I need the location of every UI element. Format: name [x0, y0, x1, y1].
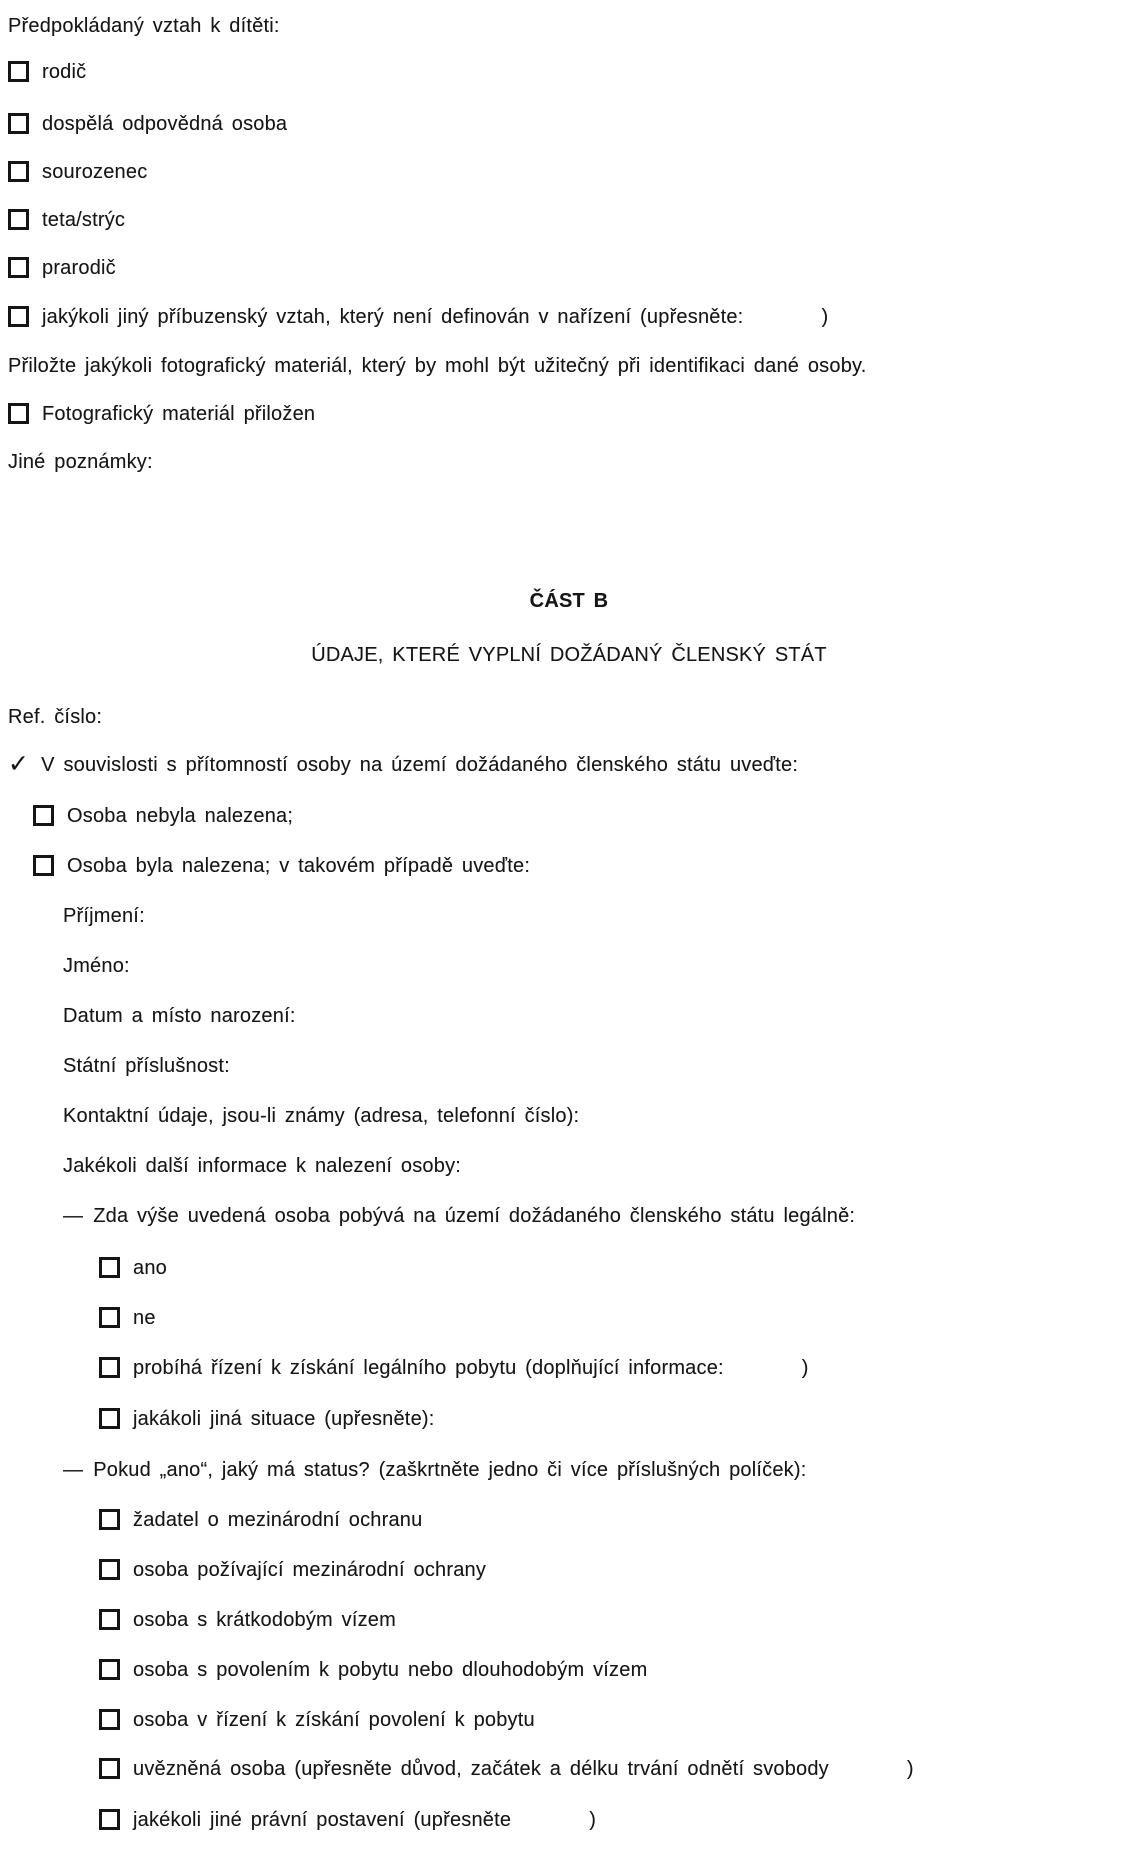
checkbox-label: rodič — [42, 61, 87, 83]
part-b-subheading — [0, 643, 1138, 667]
close-paren: ) — [821, 306, 829, 328]
dash-icon: — — [63, 1459, 84, 1481]
checkbox-label: sourozenec — [42, 161, 148, 183]
legal-no-row — [99, 1306, 156, 1330]
checkbox[interactable] — [8, 61, 29, 82]
status-question-label: Pokud „ano“, jaký má status? (zaškrtněte jedno či více příslušných políček): — [93, 1459, 807, 1481]
checkbox-label: probíhá řízení k získání legálního pobytu (doplňující informace: — [133, 1357, 724, 1379]
status-other-row — [99, 1808, 596, 1832]
close-paren: ) — [801, 1357, 809, 1379]
photo-attached-row — [8, 402, 315, 426]
relationship-prompt-label: Předpokládaný vztah k dítěti: — [8, 15, 280, 37]
legal-question-row — [63, 1204, 855, 1228]
checkbox-label: Osoba byla nalezena; v takovém případě uveďte: — [67, 855, 531, 877]
checkbox[interactable] — [99, 1659, 120, 1680]
close-paren: ) — [589, 1809, 597, 1831]
status-question-row — [63, 1458, 806, 1482]
checkbox[interactable] — [99, 1408, 120, 1429]
legal-procedure-row — [99, 1356, 809, 1380]
part-b-subheading-text: ÚDAJE, KTERÉ VYPLNÍ DOŽÁDANÝ ČLENSKÝ STÁT — [311, 644, 827, 666]
status-imprisoned-row — [99, 1757, 914, 1781]
photo-prompt-label: Přiložte jakýkoli fotografický materiál, který by mohl být užitečný při identifikaci dané osoby. — [8, 355, 867, 377]
field-label: Datum a místo narození: — [63, 1005, 296, 1027]
part-b-heading-text: ČÁST B — [529, 590, 609, 612]
checkbox-label: dospělá odpovědná osoba — [42, 113, 288, 135]
field-nationality — [63, 1054, 230, 1078]
checkbox[interactable] — [8, 209, 29, 230]
checkbox[interactable] — [99, 1709, 120, 1730]
legal-other-row — [99, 1407, 435, 1431]
status-short-visa-row — [99, 1608, 396, 1632]
checkbox[interactable] — [99, 1307, 120, 1328]
other-notes-label — [8, 450, 153, 474]
option-sourozenec-row — [8, 160, 147, 184]
field-other-info — [63, 1154, 461, 1178]
checkbox[interactable] — [33, 855, 54, 876]
presence-prompt-row — [8, 750, 799, 778]
field-label: Kontaktní údaje, jsou-li známy (adresa, telefonní číslo): — [63, 1105, 580, 1127]
relationship-prompt — [8, 14, 280, 38]
checkbox-label: jakékoli jiné právní postavení (upřesněte — [133, 1809, 512, 1831]
status-beneficiary-row — [99, 1558, 486, 1582]
checkbox-label: teta/strýc — [42, 209, 126, 231]
field-label: Jakékoli další informace k nalezení osoby: — [63, 1155, 462, 1177]
checkbox[interactable] — [33, 805, 54, 826]
ref-number-text: Ref. číslo: — [8, 706, 103, 728]
checkbox-label: Fotografický materiál přiložen — [42, 403, 316, 425]
legal-yes-row — [99, 1256, 167, 1280]
checkbox-label: Osoba nebyla nalezena; — [67, 805, 294, 827]
checkbox-label: ano — [133, 1257, 167, 1279]
checkbox[interactable] — [8, 403, 29, 424]
check-icon: ✓ — [8, 750, 30, 778]
field-birth — [63, 1004, 296, 1028]
checkbox-label: prarodič — [42, 257, 116, 279]
person-not-found-row — [33, 804, 293, 828]
checkbox-label: osoba s povolením k pobytu nebo dlouhodobým vízem — [133, 1659, 648, 1681]
checkbox-label: osoba v řízení k získání povolení k pobytu — [133, 1709, 535, 1731]
presence-prompt-label: V souvislosti s přítomností osoby na území dožádaného členského státu uveďte: — [41, 754, 799, 776]
checkbox[interactable] — [99, 1509, 120, 1530]
field-firstname — [63, 954, 130, 978]
checkbox[interactable] — [99, 1609, 120, 1630]
checkbox-label: osoba s krátkodobým vízem — [133, 1609, 396, 1631]
status-procedure-row — [99, 1708, 535, 1732]
checkbox-label: jakákoli jiná situace (upřesněte): — [133, 1408, 435, 1430]
field-surname — [63, 904, 145, 928]
ref-number-label — [8, 705, 102, 729]
close-paren: ) — [906, 1758, 914, 1780]
option-rodic-row — [8, 60, 86, 84]
legal-question-label: Zda výše uvedená osoba pobývá na území dožádaného členského státu legálně: — [93, 1205, 856, 1227]
part-b-heading — [0, 589, 1138, 613]
checkbox-label: ne — [133, 1307, 156, 1329]
checkbox[interactable] — [8, 257, 29, 278]
person-found-row — [33, 854, 530, 878]
status-residence-permit-row — [99, 1658, 647, 1682]
field-contact — [63, 1104, 579, 1128]
dash-icon: — — [63, 1205, 84, 1227]
checkbox[interactable] — [99, 1559, 120, 1580]
checkbox[interactable] — [99, 1758, 120, 1779]
option-teta-stryc-row — [8, 208, 125, 232]
checkbox[interactable] — [8, 306, 29, 327]
option-prarodic-row — [8, 256, 116, 280]
checkbox[interactable] — [99, 1357, 120, 1378]
option-other-relationship-row — [8, 305, 828, 329]
option-dospela-row — [8, 112, 287, 136]
checkbox-label: osoba požívající mezinárodní ochrany — [133, 1559, 487, 1581]
status-applicant-row — [99, 1508, 422, 1532]
field-label: Státní příslušnost: — [63, 1055, 230, 1077]
checkbox-label: žadatel o mezinárodní ochranu — [133, 1509, 423, 1531]
other-notes-text: Jiné poznámky: — [8, 451, 153, 473]
checkbox[interactable] — [99, 1257, 120, 1278]
checkbox[interactable] — [8, 161, 29, 182]
photo-prompt — [8, 354, 867, 378]
checkbox-label: uvězněná osoba (upřesněte důvod, začátek a délku trvání odnětí svobody — [133, 1758, 829, 1780]
field-label: Příjmení: — [63, 905, 145, 927]
field-label: Jméno: — [63, 955, 130, 977]
checkbox[interactable] — [99, 1809, 120, 1830]
checkbox[interactable] — [8, 113, 29, 134]
checkbox-label: jakýkoli jiný příbuzenský vztah, který není definován v nařízení (upřesněte: — [42, 306, 744, 328]
